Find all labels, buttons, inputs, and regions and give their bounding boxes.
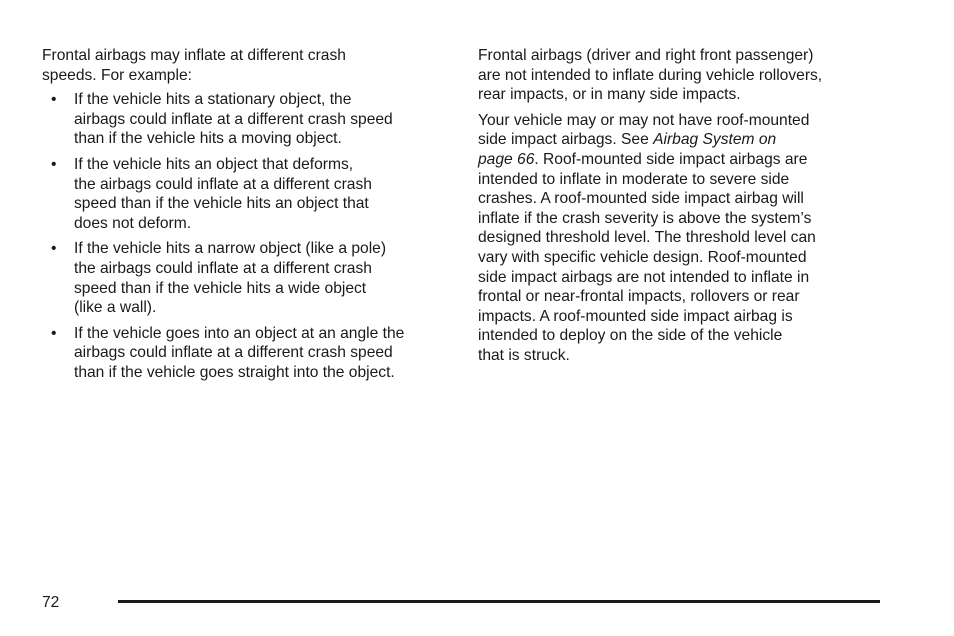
text-line bbox=[478, 130, 878, 150]
text-line: Frontal airbags (driver and right front passenger) bbox=[478, 47, 814, 64]
text-line: If the vehicle hits a stationary object, the bbox=[74, 91, 352, 109]
bullet-item-angle-impact bbox=[42, 324, 450, 383]
text-line: vary with specific vehicle design. Roof-mounted bbox=[478, 248, 807, 266]
text-line: designed threshold level. The threshold level can bbox=[478, 229, 816, 247]
text-line: speed than if the vehicle hits an object that bbox=[74, 195, 369, 213]
text-line: speeds. For example: bbox=[42, 66, 192, 84]
bullet-item-deforming-object bbox=[42, 155, 450, 233]
text-line: Your vehicle may or may not have roof-mounted bbox=[478, 111, 810, 129]
text-line: are not intended to inflate during vehicle rollovers, bbox=[478, 66, 823, 84]
bullet-item-narrow-object bbox=[42, 239, 450, 317]
right-column bbox=[478, 46, 878, 366]
text-line: frontal or near-frontal impacts, rollovers or rear bbox=[478, 288, 800, 306]
bullet-icon: • bbox=[51, 155, 57, 173]
text-line: than if the vehicle hits a moving object. bbox=[74, 130, 342, 148]
example-bullet-list bbox=[42, 90, 450, 382]
text-line: inflate if the crash severity is above the system’s bbox=[478, 209, 812, 227]
page-reference-link[interactable]: page 66 bbox=[478, 150, 535, 168]
text-line: crashes. A roof-mounted side impact airbag will bbox=[478, 190, 804, 208]
text-line: the airbags could inflate at a different crash bbox=[74, 175, 372, 193]
text-line: does not deform. bbox=[74, 214, 192, 232]
text-span: side impact airbags. See bbox=[478, 131, 654, 149]
rollover-paragraph bbox=[478, 46, 878, 105]
intro-paragraph bbox=[42, 46, 450, 85]
text-line: intended to inflate in moderate to severe side bbox=[478, 170, 790, 188]
text-line: speed than if the vehicle hits a wide object bbox=[74, 279, 367, 297]
text-line: intended to deploy on the side of the vehicle bbox=[478, 327, 783, 345]
bullet-item-stationary-object bbox=[42, 90, 450, 149]
text-line: that is struck. bbox=[478, 346, 570, 364]
text-line: rear impacts, or in many side impacts. bbox=[478, 86, 741, 104]
text-line: airbags could inflate at a different crash speed bbox=[74, 110, 393, 128]
bullet-icon: • bbox=[51, 324, 57, 342]
text-line: than if the vehicle goes straight into the object. bbox=[74, 363, 395, 381]
airbag-system-reference-link[interactable]: Airbag System on bbox=[653, 131, 777, 149]
bullet-icon: • bbox=[51, 91, 57, 109]
bullet-icon: • bbox=[51, 240, 57, 258]
text-line: Frontal airbags may inflate at different crash bbox=[42, 47, 346, 64]
text-line: side impact airbags are not intended to inflate in bbox=[478, 268, 810, 286]
text-span: . Roof-mounted side impact airbags are bbox=[534, 150, 808, 168]
text-line: If the vehicle goes into an object at an angle the bbox=[74, 324, 405, 342]
text-line: If the vehicle hits an object that deforms, bbox=[74, 155, 354, 173]
text-line: If the vehicle hits a narrow object (like a pole) bbox=[74, 240, 387, 258]
left-column bbox=[42, 46, 450, 389]
text-line: airbags could inflate at a different crash speed bbox=[74, 344, 393, 362]
text-line: impacts. A roof-mounted side impact airbag is bbox=[478, 307, 793, 325]
footer-rule bbox=[118, 600, 880, 603]
page-number: 72 bbox=[42, 594, 60, 611]
side-impact-airbag-paragraph bbox=[478, 111, 878, 366]
text-line: (like a wall). bbox=[74, 299, 157, 317]
text-line bbox=[478, 150, 878, 170]
text-line: the airbags could inflate at a different crash bbox=[74, 259, 372, 277]
